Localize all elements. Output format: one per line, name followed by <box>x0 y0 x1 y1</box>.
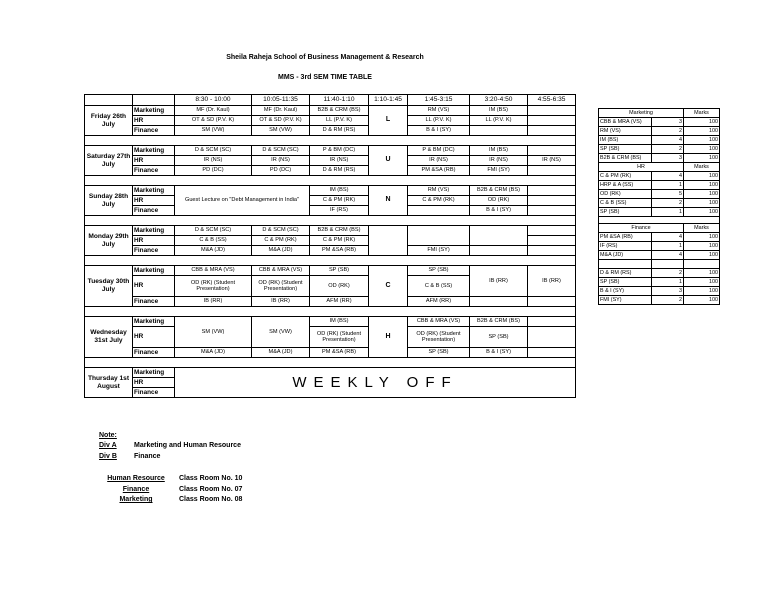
table-cell: IR (NS) <box>470 156 528 166</box>
marks-marks: 100 <box>684 154 720 163</box>
marks-credits: 2 <box>652 296 684 305</box>
table-cell: OT & SD (P.V. K) <box>175 116 252 126</box>
table-cell: MF (Dr. Kaul) <box>175 106 252 116</box>
table-cell: M&A (JD) <box>252 246 310 256</box>
marks-row <box>599 172 720 181</box>
weekly-off-banner: WEEKLY OFF <box>175 368 576 398</box>
table-cell: B2B & CRM (BS) <box>310 226 369 236</box>
marks-credits: 1 <box>652 242 684 251</box>
marks-credits: 4 <box>652 172 684 181</box>
table-cell: D & SCM (SC) <box>252 226 310 236</box>
table-cell: OD (RK) (Student Presentation) <box>175 276 252 297</box>
spacer-row <box>85 256 576 266</box>
table-row <box>85 186 576 196</box>
dept-label: HR <box>133 378 175 388</box>
table-row <box>85 116 576 126</box>
marks-marks: 100 <box>684 278 720 287</box>
table-cell <box>470 246 528 256</box>
table-cell: OD (RK) (Student Presentation) <box>252 276 310 297</box>
spacer-row <box>85 307 576 317</box>
table-cell: D & RM (RS) <box>310 126 369 136</box>
table-cell: SM (VW) <box>175 317 252 348</box>
room-number: Class Room No. 07 <box>179 486 243 493</box>
marks-column-header: Marks <box>684 224 720 233</box>
table-cell: SP (SB) <box>470 327 528 348</box>
table-cell <box>470 126 528 136</box>
table-cell: IM (BS) <box>310 186 369 196</box>
table-cell: C & PM (RK) <box>408 196 470 206</box>
table-cell <box>528 116 576 126</box>
school-title: Sheila Raheja School of Business Management & Research <box>226 54 424 61</box>
time-header-row <box>85 95 576 106</box>
table-cell: PD (DC) <box>252 166 310 176</box>
table-cell <box>528 196 576 206</box>
marks-row <box>599 269 720 278</box>
marks-row <box>599 190 720 199</box>
table-row <box>85 266 576 276</box>
marks-table <box>598 108 720 305</box>
day-label: Friday 26th July <box>85 106 133 136</box>
div-b-value: Finance <box>134 453 161 460</box>
table-cell: OT & SD (P.V. K) <box>252 116 310 126</box>
dept-label: Marketing <box>133 368 175 378</box>
marks-marks: 100 <box>684 136 720 145</box>
table-cell <box>528 126 576 136</box>
marks-row <box>599 154 720 163</box>
div-a-label: Div A <box>99 442 117 449</box>
spacer-row <box>85 358 576 368</box>
table-cell <box>470 297 528 307</box>
table-cell <box>528 327 576 348</box>
table-cell: IB (RR) <box>252 297 310 307</box>
marks-marks: 100 <box>684 287 720 296</box>
table-cell: D & SCM (SC) <box>175 226 252 236</box>
table-cell: IB (RR) <box>470 266 528 297</box>
table-cell: IR (NS) <box>175 156 252 166</box>
marks-credits: 2 <box>652 269 684 278</box>
marks-row <box>599 251 720 260</box>
table-row <box>85 126 576 136</box>
dept-label: Finance <box>133 297 175 307</box>
table-cell: M&A (JD) <box>175 246 252 256</box>
table-cell: RM (VS) <box>408 106 470 116</box>
table-row <box>85 156 576 166</box>
marks-row <box>599 136 720 145</box>
table-cell <box>528 146 576 156</box>
marks-credits: 1 <box>652 278 684 287</box>
table-cell: D & RM (RS) <box>310 166 369 176</box>
table-row <box>85 297 576 307</box>
marks-credits: 4 <box>652 136 684 145</box>
table-cell <box>408 226 470 246</box>
table-cell: IR (NS) <box>528 156 576 166</box>
table-cell: C & B (SS) <box>175 236 252 246</box>
marks-subject: PM &SA (RB) <box>599 233 652 242</box>
table-cell: SP (SB) <box>408 348 470 358</box>
table-cell: C & PM (RK) <box>310 196 369 206</box>
table-cell: CBB & MRA (VS) <box>252 266 310 276</box>
marks-credits: 3 <box>652 154 684 163</box>
marks-subject: FMI (SY) <box>599 296 652 305</box>
table-cell: LL (P.V. K) <box>310 116 369 126</box>
table-cell <box>408 206 470 216</box>
marks-section-header: Marketing <box>599 109 684 118</box>
room-dept: Human Resource <box>107 475 165 482</box>
lunch-letter <box>369 226 408 256</box>
marks-subject: RM (VS) <box>599 127 652 136</box>
lunch-letter: U <box>369 146 408 176</box>
marks-credits: 1 <box>652 208 684 217</box>
marks-section-header: Finance <box>599 224 684 233</box>
time-slot: 4:55-6:35 <box>528 95 576 106</box>
table-cell: P & BM (DC) <box>310 146 369 156</box>
dept-label: Finance <box>133 126 175 136</box>
table-cell <box>528 348 576 358</box>
table-cell <box>528 206 576 216</box>
timetable-title: MMS - 3rd SEM TIME TABLE <box>278 74 372 81</box>
table-cell: D & SCM (SC) <box>175 146 252 156</box>
table-cell: PM &SA (RB) <box>310 348 369 358</box>
marks-marks: 100 <box>684 199 720 208</box>
marks-marks: 100 <box>684 233 720 242</box>
time-slot: 1:10-1:45 <box>369 95 408 106</box>
marks-row <box>599 145 720 154</box>
room-dept: Marketing <box>119 496 153 503</box>
table-cell: B2B & CRM (BS) <box>470 186 528 196</box>
room-number: Class Room No. 08 <box>179 496 243 503</box>
marks-column-header: Marks <box>684 109 720 118</box>
table-cell: IR (NS) <box>408 156 470 166</box>
table-cell <box>528 297 576 307</box>
table-cell: RM (VS) <box>408 186 470 196</box>
table-cell: OD (RK) <box>310 276 369 297</box>
marks-subject: HRP & A (SS) <box>599 181 652 190</box>
table-cell: FMI (SY) <box>408 246 470 256</box>
table-cell: SM (VW) <box>252 317 310 348</box>
spacer-row <box>85 136 576 146</box>
table-row <box>599 163 720 172</box>
dept-label: HR <box>133 116 175 126</box>
marks-section-header: HR <box>599 163 684 172</box>
marks-marks: 100 <box>684 190 720 199</box>
table-cell: AFM (RR) <box>310 297 369 307</box>
table-cell: CBB & MRA (VS) <box>175 266 252 276</box>
marks-marks: 100 <box>684 208 720 217</box>
table-row <box>85 226 576 236</box>
dept-label: HR <box>133 236 175 246</box>
table-cell: IF (RS) <box>310 206 369 216</box>
table-cell: FMI (SY) <box>470 166 528 176</box>
marks-marks: 100 <box>684 145 720 154</box>
timetable <box>84 94 576 398</box>
guest-lecture: Guest Lecture on "Debt Management in India" <box>175 186 310 216</box>
table-cell: B2B & CRM (BS) <box>470 317 528 327</box>
table-cell: M&A (JD) <box>175 348 252 358</box>
marks-row <box>599 118 720 127</box>
table-cell: B & I (SY) <box>408 126 470 136</box>
spacer-row <box>85 176 576 186</box>
room-number: Class Room No. 10 <box>179 475 243 482</box>
marks-credits: 2 <box>652 199 684 208</box>
table-cell <box>470 226 528 246</box>
table-cell: PM &SA (RB) <box>408 166 470 176</box>
marks-credits: 1 <box>652 181 684 190</box>
marks-subject: SP (SB) <box>599 278 652 287</box>
dept-label: Finance <box>133 388 175 398</box>
marks-subject: D & RM (RS) <box>599 269 652 278</box>
table-cell: OD (RK) (Student Presentation) <box>408 327 470 348</box>
marks-marks: 100 <box>684 181 720 190</box>
table-cell: IR (NS) <box>310 156 369 166</box>
marks-marks: 100 <box>684 172 720 181</box>
table-cell: PM &SA (RB) <box>310 246 369 256</box>
table-cell: D & SCM (SC) <box>252 146 310 156</box>
table-cell: LL (P.V. K) <box>408 116 470 126</box>
table-cell: CBB & MRA (VS) <box>408 317 470 327</box>
table-cell: SM (VW) <box>175 126 252 136</box>
marks-subject: OD (RK) <box>599 190 652 199</box>
table-cell: B & I (SY) <box>470 348 528 358</box>
table-row <box>85 348 576 358</box>
marks-marks: 100 <box>684 127 720 136</box>
table-cell: OD (RK) (Student Presentation) <box>310 327 369 348</box>
notes-heading: Note: <box>99 432 117 439</box>
marks-row <box>599 233 720 242</box>
lunch-letter: H <box>369 317 408 358</box>
marks-row <box>599 199 720 208</box>
table-cell <box>528 106 576 116</box>
table-cell: SM (VW) <box>252 126 310 136</box>
dept-label: HR <box>133 327 175 348</box>
marks-subject: SP (SB) <box>599 208 652 217</box>
marks-subject: M&A (JD) <box>599 251 652 260</box>
table-cell: IM (BS) <box>470 106 528 116</box>
day-label: Monday 29th July <box>85 226 133 256</box>
table-cell: B2B & CRM (BS) <box>310 106 369 116</box>
table-cell: C & PM (RK) <box>252 236 310 246</box>
table-cell <box>528 226 576 236</box>
table-cell: IM (BS) <box>470 146 528 156</box>
marks-subject <box>599 260 652 269</box>
marks-marks <box>684 260 720 269</box>
table-cell <box>528 236 576 246</box>
marks-credits: 3 <box>652 118 684 127</box>
marks-row <box>599 127 720 136</box>
marks-row <box>599 296 720 305</box>
marks-row <box>599 278 720 287</box>
lunch-letter: C <box>369 266 408 307</box>
marks-subject: IM (BS) <box>599 136 652 145</box>
dept-label: Marketing <box>133 226 175 236</box>
table-row <box>85 146 576 156</box>
table-cell: SP (SB) <box>408 266 470 276</box>
table-row <box>85 206 576 216</box>
lunch-letter: N <box>369 186 408 216</box>
table-cell: IM (BS) <box>310 317 369 327</box>
time-slot: 1:45-3:15 <box>408 95 470 106</box>
marks-credits: 3 <box>652 287 684 296</box>
table-cell: SP (SB) <box>310 266 369 276</box>
table-cell <box>528 186 576 196</box>
marks-column-header: Marks <box>684 163 720 172</box>
dept-label: Marketing <box>133 186 175 196</box>
table-row <box>599 224 720 233</box>
table-row <box>85 196 576 206</box>
table-cell: P & BM (DC) <box>408 146 470 156</box>
marks-row <box>599 208 720 217</box>
marks-row <box>599 242 720 251</box>
time-slot: 3:20-4:50 <box>470 95 528 106</box>
table-cell <box>528 166 576 176</box>
table-cell <box>528 246 576 256</box>
table-cell: MF (Dr. Kaul) <box>252 106 310 116</box>
marks-credits: 2 <box>652 145 684 154</box>
day-label: Saturday 27th July <box>85 146 133 176</box>
day-label: Sunday 28th July <box>85 186 133 216</box>
dept-label: Marketing <box>133 317 175 327</box>
marks-marks: 100 <box>684 296 720 305</box>
dept-label: Finance <box>133 246 175 256</box>
time-slot: 8:30 - 10:00 <box>175 95 252 106</box>
marks-marks: 100 <box>684 251 720 260</box>
table-cell <box>528 317 576 327</box>
marks-subject: SP (SB) <box>599 145 652 154</box>
marks-credits: 2 <box>652 127 684 136</box>
spacer-row <box>85 216 576 226</box>
table-cell: AFM (RR) <box>408 297 470 307</box>
day-label: Wednesday 31st July <box>85 317 133 358</box>
day-label: Tuesday 30th July <box>85 266 133 307</box>
dept-label: Marketing <box>133 146 175 156</box>
table-row <box>85 106 576 116</box>
table-cell: C & PM (RK) <box>310 236 369 246</box>
marks-row <box>599 260 720 269</box>
table-cell: IB (RR) <box>175 297 252 307</box>
table-row <box>85 327 576 348</box>
table-cell: IR (NS) <box>252 156 310 166</box>
marks-credits <box>652 260 684 269</box>
table-row <box>85 368 576 378</box>
marks-credits: 4 <box>652 233 684 242</box>
table-row <box>85 166 576 176</box>
table-cell: M&A (JD) <box>252 348 310 358</box>
marks-marks: 100 <box>684 269 720 278</box>
div-a-value: Marketing and Human Resource <box>134 442 241 449</box>
table-cell: B & I (SY) <box>470 206 528 216</box>
table-cell: LL (P.V. K) <box>470 116 528 126</box>
marks-marks: 100 <box>684 242 720 251</box>
marks-subject: C & PM (RK) <box>599 172 652 181</box>
time-slot: 10:05-11:35 <box>252 95 310 106</box>
dept-label: Finance <box>133 166 175 176</box>
lunch-letter: L <box>369 106 408 136</box>
table-cell: OD (RK) <box>470 196 528 206</box>
dept-label: Finance <box>133 206 175 216</box>
dept-label: HR <box>133 196 175 206</box>
day-label: Thursday 1st August <box>85 368 133 398</box>
marks-credits: 5 <box>652 190 684 199</box>
table-cell: PD (DC) <box>175 166 252 176</box>
marks-row <box>599 181 720 190</box>
marks-subject: B & I (SY) <box>599 287 652 296</box>
marks-subject: B2B & CRM (BS) <box>599 154 652 163</box>
table-row <box>599 109 720 118</box>
table-row <box>85 317 576 327</box>
marks-row <box>599 287 720 296</box>
dept-label: HR <box>133 276 175 297</box>
dept-label: Marketing <box>133 266 175 276</box>
dept-label: HR <box>133 156 175 166</box>
table-cell: IB (RR) <box>528 266 576 297</box>
marks-credits: 4 <box>652 251 684 260</box>
div-b-label: Div B <box>99 453 117 460</box>
dept-label: Marketing <box>133 106 175 116</box>
room-dept: Finance <box>122 486 150 493</box>
marks-subject: CBB & MRA (VS) <box>599 118 652 127</box>
time-slot: 11:40-1:10 <box>310 95 369 106</box>
dept-label: Finance <box>133 348 175 358</box>
marks-subject: C & B (SS) <box>599 199 652 208</box>
marks-marks: 100 <box>684 118 720 127</box>
table-row <box>85 246 576 256</box>
table-cell: C & B (SS) <box>408 276 470 297</box>
marks-subject: IF (RS) <box>599 242 652 251</box>
